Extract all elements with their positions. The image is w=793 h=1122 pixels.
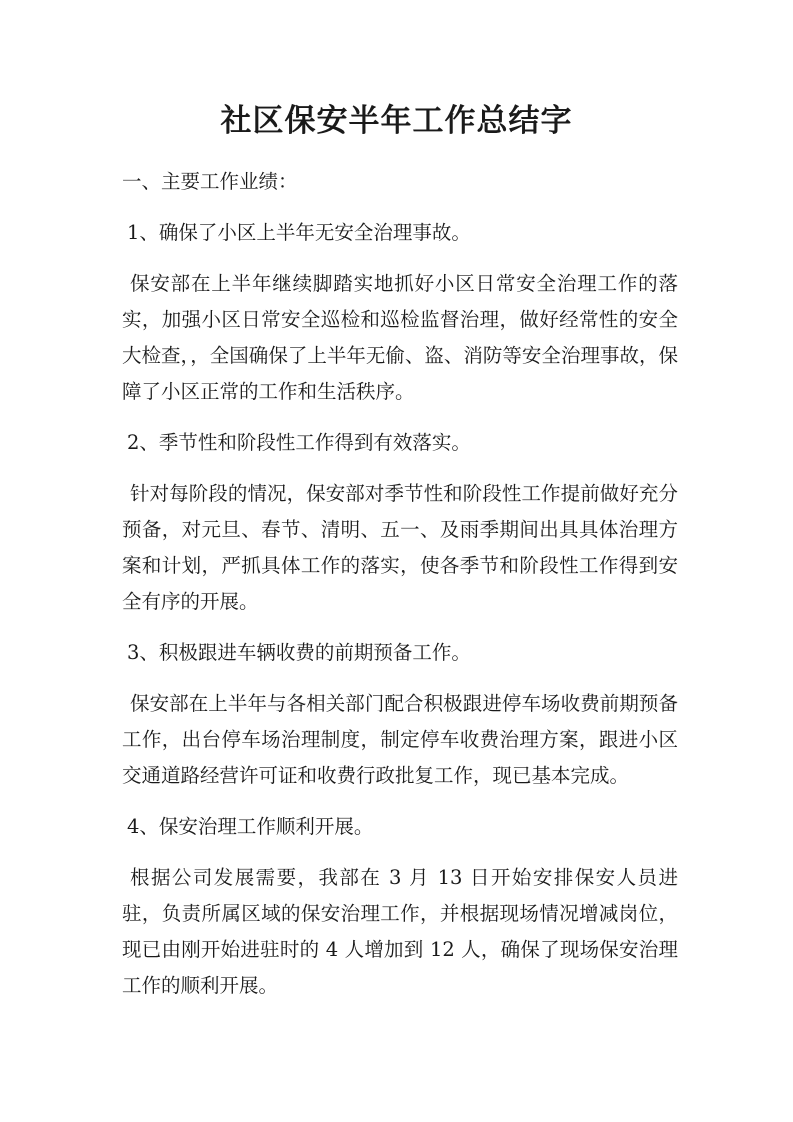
item-heading-2: 2、季节性和阶段性工作得到有效落实。	[127, 431, 471, 454]
item-paragraph-1: 保安部在上半年继续脚踏实地抓好小区日常安全治理工作的落实，加强小区日常安全巡检和巡检监督治理，做好经常性的安全大检查，，全国确保了上半年无偷、盗、消防等安全治理事故，保障了小区正常的工作和生活秩序。	[122, 272, 678, 403]
section-heading: 一、主要工作业绩：	[122, 170, 298, 193]
document-body	[122, 164, 678, 1019]
item-heading-3: 3、积极跟进车辆收费的前期预备工作。	[127, 641, 471, 664]
item-paragraph-3: 保安部在上半年与各相关部门配合积极跟进停车场收费前期预备工作，出台停车场治理制度，制定停车收费治理方案，跟进小区交通道路经营许可证和收费行政批复工作，现已基本完成。	[122, 692, 678, 787]
item-heading-1: 1、确保了小区上半年无安全治理事故。	[127, 221, 471, 244]
item-heading-4: 4、保安治理工作顺利开展。	[127, 815, 374, 838]
item-paragraph-2: 针对每阶段的情况，保安部对季节性和阶段性工作提前做好充分预备，对元旦、春节、清明、五一、及雨季期间出具具体治理方案和计划，严抓具体工作的落实，使各季节和阶段性工作得到安全有序的开展。	[122, 482, 678, 613]
item-paragraph-4: 根据公司发展需要，我部在 3 月 13 日开始安排保安人员进驻，负责所属区域的保安治理工作，并根据现场情况增减岗位，现已由刚开始进驻时的 4 人增加到 12 人，确保了现场保安治理工作的顺利开展。	[122, 866, 678, 997]
document-title: 社区保安半年工作总结字	[220, 103, 573, 139]
